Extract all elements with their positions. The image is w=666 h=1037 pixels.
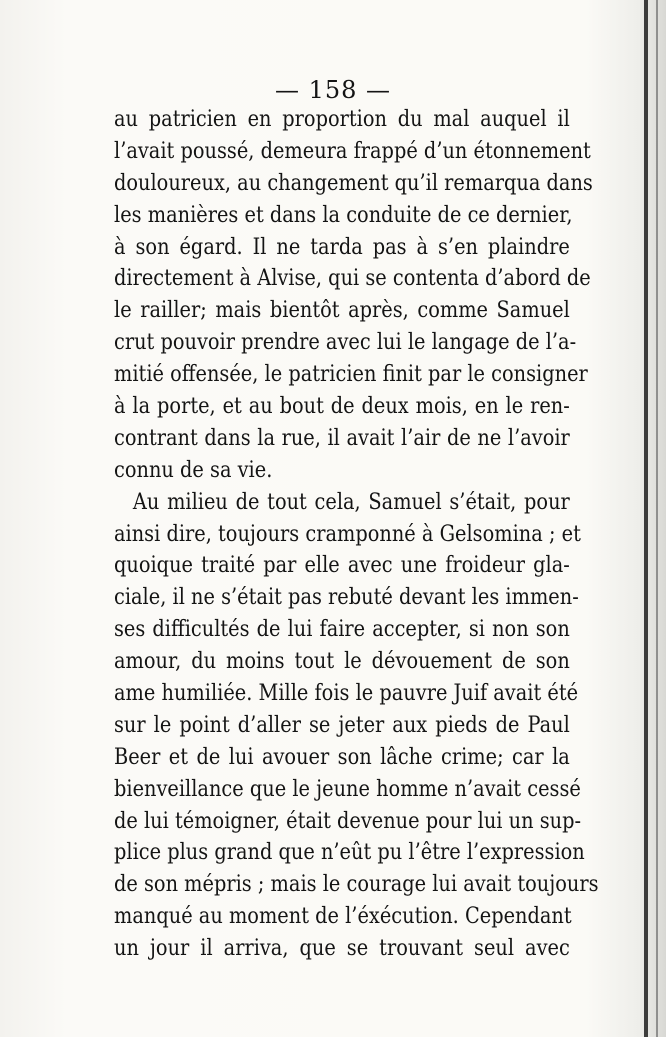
text-line: sur le point d’aller se jeter aux pieds de Paul bbox=[114, 711, 570, 738]
text-line: directement à Alvise, qui se contenta d’abord de bbox=[114, 265, 591, 292]
page-edge-line bbox=[656, 0, 658, 1037]
text-line: un jour il arriva, que se trouvant seul avec bbox=[114, 935, 570, 962]
text-line: bienveillance que le jeune homme n’avait cessé bbox=[114, 775, 581, 802]
text-line: le railler; mais bientôt après, comme Samuel bbox=[114, 297, 570, 324]
text-line: de lui témoigner, était devenue pour lui un sup- bbox=[114, 807, 582, 834]
text-line: Beer et de lui avouer son lâche crime; car la bbox=[114, 743, 570, 770]
page-edge-shadow bbox=[644, 0, 648, 1037]
text-line: de son mépris ; mais le courage lui avait toujours bbox=[114, 871, 599, 898]
text-line: amour, du moins tout le dévouement de son bbox=[114, 648, 570, 675]
text-line: l’avait poussé, demeura frappé d’un étonnement bbox=[114, 137, 591, 164]
text-line: quoique traité par elle avec une froideur gla- bbox=[114, 552, 570, 579]
text-line: au patricien en proportion du mal auquel il bbox=[114, 106, 570, 132]
text-line: à son égard. Il ne tarda pas à s’en plaindre bbox=[114, 233, 570, 260]
text-line: connu de sa vie. bbox=[114, 456, 273, 483]
text-line: à la porte, et au bout de deux mois, en le ren- bbox=[114, 393, 570, 420]
body-text bbox=[114, 104, 599, 965]
text-line: contrant dans la rue, il avait l’air de ne l’avoir bbox=[114, 424, 570, 451]
text-line: ame humiliée. Mille fois le pauvre Juif avait été bbox=[114, 680, 579, 707]
text-line: plice plus grand que n’eût pu l’être l’expression bbox=[114, 839, 585, 866]
text-line: les manières et dans la conduite de ce dernier, bbox=[114, 201, 573, 228]
text-line: douloureux, au changement qu’il remarqua dans bbox=[114, 169, 593, 196]
text-line: ainsi dire, toujours cramponné à Gelsomina ; et bbox=[114, 520, 581, 547]
text-line: Au milieu de tout cela, Samuel s’était, pour bbox=[132, 488, 570, 515]
text-line: ciale, il ne s’était pas rebuté devant les immen- bbox=[114, 584, 579, 611]
text-line: crut pouvoir prendre avec lui le langage de l’a- bbox=[114, 329, 577, 356]
page-number: — 158 — bbox=[274, 76, 392, 104]
text-line: mitié offensée, le patricien finit par le consigner bbox=[114, 361, 588, 388]
text-line: manqué au moment de l’éxécution. Cependant bbox=[114, 903, 572, 930]
text-line: ses difficultés de lui faire accepter, si non son bbox=[114, 616, 570, 643]
